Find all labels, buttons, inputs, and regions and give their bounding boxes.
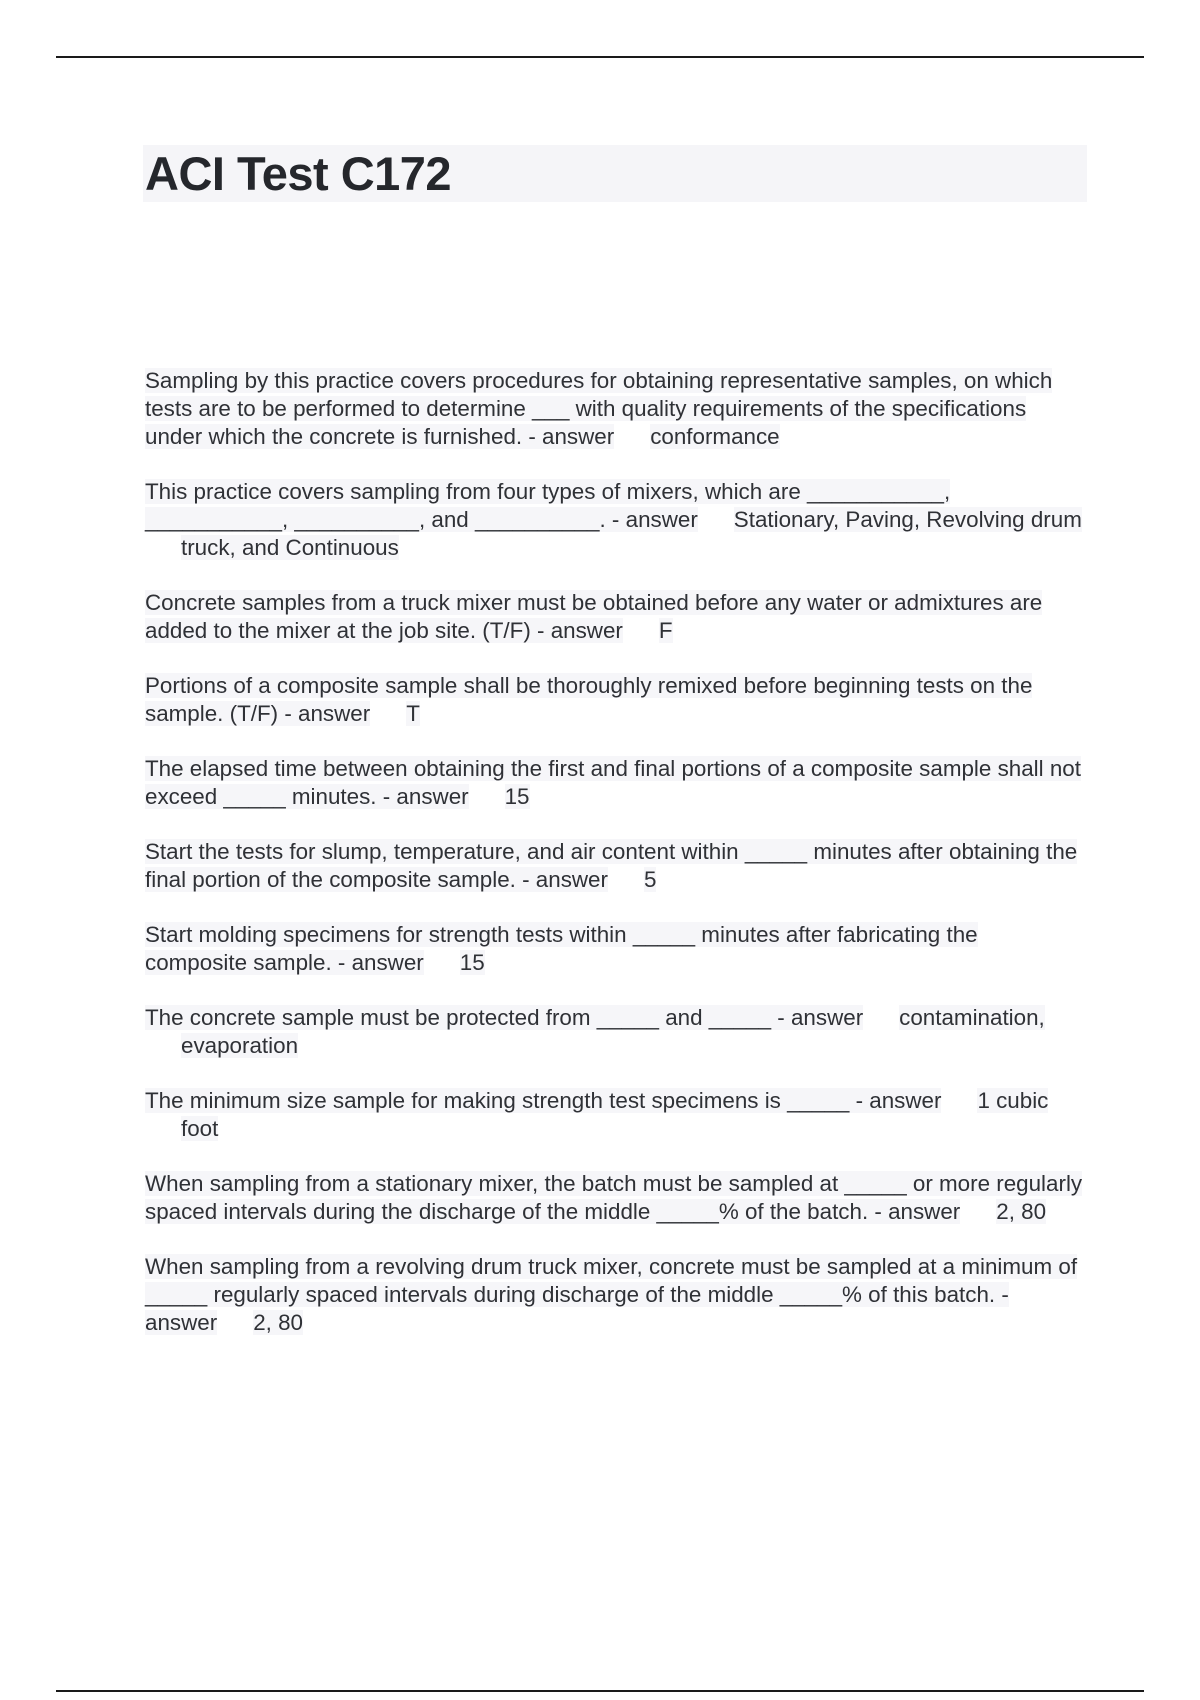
answer-text: 1 cubic foot xyxy=(181,1088,1049,1141)
answer-text: conformance xyxy=(650,424,780,449)
question-item xyxy=(145,478,1085,562)
question-item xyxy=(145,921,1085,977)
question-text: Sampling by this practice covers procedures for obtaining representative samples, on which tests are to be performed to determine ___ with quality requirements of the specifications under which the concrete is furnished. - answer xyxy=(145,368,1053,449)
top-rule xyxy=(56,56,1144,58)
answer-text: 5 xyxy=(643,867,657,892)
question-item xyxy=(145,1253,1085,1337)
question-item xyxy=(145,1004,1085,1060)
question-text: When sampling from a revolving drum truck mixer, concrete must be sampled at a minimum of _____ regularly spaced intervals during discharge of the middle _____% of this batch. - answer xyxy=(145,1254,1078,1335)
question-text: The concrete sample must be protected from _____ and _____ - answer xyxy=(145,1005,864,1030)
question-text: Start molding specimens for strength tests within _____ minutes after fabricating the composite sample. - answer xyxy=(145,922,978,975)
question-item xyxy=(145,672,1085,728)
question-text: The minimum size sample for making strength test specimens is _____ - answer xyxy=(145,1088,942,1113)
question-item xyxy=(145,755,1085,811)
question-text: Portions of a composite sample shall be thoroughly remixed before beginning tests on the sample. (T/F) - answer xyxy=(145,673,1033,726)
question-item xyxy=(145,1170,1085,1226)
question-text: When sampling from a stationary mixer, the batch must be sampled at _____ or more regularly spaced intervals during the discharge of the middle _____% of the batch. - answer xyxy=(145,1171,1083,1224)
question-text: Concrete samples from a truck mixer must be obtained before any water or admixtures are added to the mixer at the job site. (T/F) - answer xyxy=(145,590,1043,643)
answer-text: 2, 80 xyxy=(996,1199,1047,1224)
question-item xyxy=(145,367,1085,451)
question-item xyxy=(145,1087,1085,1143)
answer-text: F xyxy=(658,618,673,643)
page-title: ACI Test C172 xyxy=(145,147,452,200)
question-item xyxy=(145,838,1085,894)
question-text: The elapsed time between obtaining the first and final portions of a composite sample shall not exceed _____ minutes. - answer xyxy=(145,756,1081,809)
answer-text: 15 xyxy=(459,950,485,975)
answer-text: T xyxy=(406,701,420,726)
question-item xyxy=(145,589,1085,645)
answer-text: 15 xyxy=(504,784,530,809)
answer-text: contamination, evaporation xyxy=(181,1005,1045,1058)
bottom-rule xyxy=(56,1690,1144,1692)
question-text: This practice covers sampling from four types of mixers, which are ___________, ___________, __________, and __________. - answer xyxy=(145,479,951,532)
answer-text: 2, 80 xyxy=(253,1310,303,1335)
question-list xyxy=(145,367,1085,1364)
answer-text: Stationary, Paving, Revolving drum truck, and Continuous xyxy=(181,507,1082,560)
question-text: Start the tests for slump, temperature, and air content within _____ minutes after obtaining the final portion of the composite sample. - answer xyxy=(145,839,1078,892)
